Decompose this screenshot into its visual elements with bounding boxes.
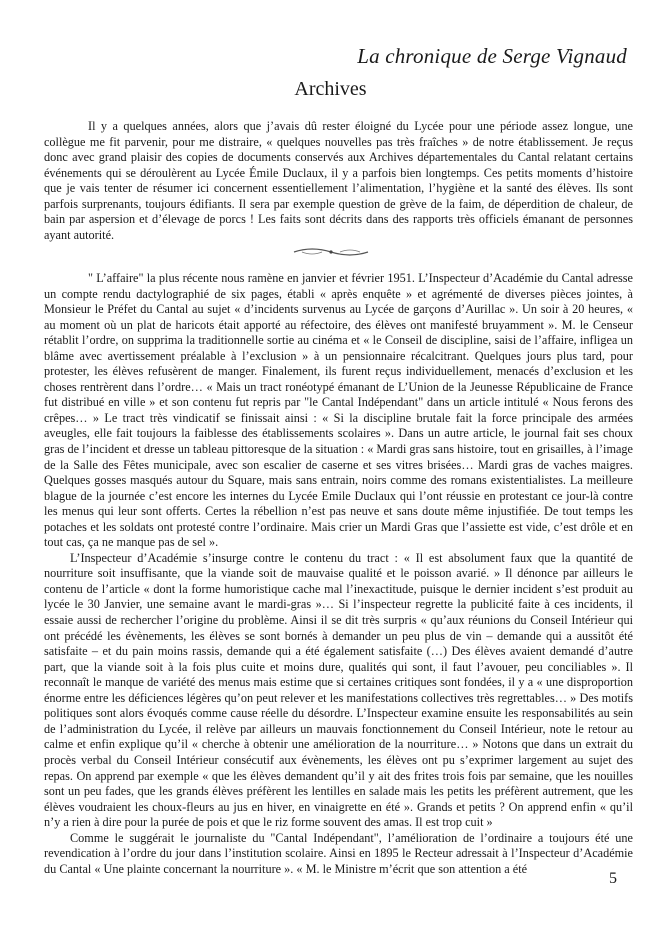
paragraph-affaire: " L’affaire" la plus récente nous ramène en janvier et février 1951. L’Inspecteur d’Académie du Cantal adresse un compte rendu dactylographié de six pages, établi « après enquête » et agrémenté de diverses pièces jointes, à Monsieur le Préfet du Cantal au sujet « d’incidents survenus au Lycée de garçons d’Aurillac ». Un soir à 20 heures, « au moment où un plat de haricots était apporté au réfectoire, des élèves ont manifesté bruyamment ». M. le Censeur rétablit l’ordre, on supprima la traditionnelle sortie au cinéma et « le Conseil de discipline, saisi de l’affaire, infligea un blâme avec avertissement préalable à l’exclusion » à un pensionnaire récalcitrant. Quelques jours plus tard, pour protester, les élèves refusèrent de manger. Finalement, ils furent reçus individuellement, menacés d’exclusion et les choses rentrèrent dans l’ordre… « Mais un tract ronéotypé émanant de L’Union de la Jeunesse Républicaine de France fut distribué en ville » et son contenu fut repris par "le Cantal Indépendant" dans un article intitulé « Nous ferons des crêpes… » Le tract très vindicatif se finissait ainsi : « Si la discipline brutale fait la force principale des armées aveugles, elle fait toujours la faiblesse des établissements scolaires ». Dans un autre article, le journal fait ses choux gras de l’incident et dresse un tableau pittoresque de la situation : « Mardi gras sans histoire, tout en grisailles, à l’image de la Salle des Fêtes municipale, avec son escalier de caserne et ses vitres brisées… Mardi gras de vaches maigres. Quelques gosses masqués autour du Square, mais sans entrain, noirs comme des romans existentialistes. La meilleure blague de la journée c’est encore les internes du Lycée Emile Duclaux qui l’ont réussie en protestant ce jour-là contre les menus qui leur sont offerts. Certes la rébellion n’est pas neuve et sans doute même injustifiée. De tout temps les potaches et les soldats ont protesté contre l’ordinaire. Mais crier un Mardi Gras que l’assiette est vide, c’est drôle et en tout cas, ça ne manque pas de sel ». xyxy=(44,271,633,550)
intro-block xyxy=(44,119,633,243)
fleuron-divider-icon xyxy=(292,245,370,259)
intro-paragraph: Il y a quelques années, alors que j’avais dû rester éloigné du Lycée pour une période assez longue, une collègue me fit parvenir, pour me distraire, « quelques nouvelles pas très fraîches » de notre établissement. Je reçus donc avec grand plaisir des copies de documents conservés aux Archives départementales du Cantal relatant certains événements qui se déroulèrent au Lycée Émile Duclaux, il y a parfois bien longtemps. Ces petits moments d’histoire que je vais tenter de résumer ici concernent essentiellement l’alimentation, l’hygiène et la santé des élèves. Ils sont parfois surprenants, toujours édifiants. Il sera par exemple question de grève de la faim, de déperdition de chaleur, de bain par aspersion et d’élevage de porcs ! Les faits sont décrits dans des rapports très officiels émanant de personnes ayant autorité. xyxy=(44,119,633,242)
page-number: 5 xyxy=(609,870,617,887)
running-head: La chronique de Serge Vignaud xyxy=(357,44,627,68)
article-title: Archives xyxy=(294,78,367,100)
paragraph-inspecteur: L’Inspecteur d’Académie s’insurge contre le contenu du tract : « Il est absolument faux que la quantité de nourriture soit insuffisante, que la viande soit de mauvaise qualité et le poisson avarié. » Il dénonce par ailleurs le contenu de l’article « dont la forme humoristique cache mal l’inexactitude, puisque le dernier incident s’est produit au lycée le 30 Janvier, une semaine avant le mardi-gras »… Si l’inspecteur regrette la publicité faite à ces incidents, il essaie aussi de rechercher l’origine du problème. Ainsi il se dit très surpris « qu’aux réunions du Conseil Intérieur qui ont précédé les évènements, les élèves se sont bornés à demander un peu plus de vin – demande qui a aussitôt été satisfaite – et du pain moins rassis, demande qui a été également satisfaite (…) Des élèves avaient demandé d’autre part, que la viande soit à la fois plus cuite et moins dure, qualités qui sont, il faut l’avouer, peu conciliables ». Il reconnaît le manque de variété des menus mais estime que si certaines critiques sont fondées, il y a « une disproportion énorme entre les déficiences légères qu’on peut relever et les manifestations collectives très regrettables… » Des motifs politiques sont alors évoqués comme cause réelle du désordre. L’Inspecteur examine ensuite les responsabilités au sein de l’administration du Lycée, il relève par ailleurs un mauvais fonctionnement du Conseil Intérieur, note le retour au calme et enfin explique qu’il « cherche à obtenir une amélioration de la nourriture… » Notons que dans un extrait du procès verbal du Conseil Intérieur consécutif aux évènements, les élèves ont pu s’exprimer largement au sujet des repas. On apprend par exemple « que les élèves demandent qu’il y ait des frites trois fois par semaine, que les nouilles sont un peu fades, que les grands élèves préfèrent les lentilles en salade mais les petits les préfèrent autrement, que les élèves voudraient les choux-fleurs au jus en hiver, en vinaigrette en été ». Grands et petits ? On apprend enfin « qu’il n’y a rien à dire pour la purée de pois et que le riz forme souvent des amas. Il est trop cuit » xyxy=(44,550,633,830)
main-text xyxy=(44,271,633,877)
paragraph-journaliste: Comme le suggérait le journaliste du "Cantal Indépendant", l’amélioration de l’ordinaire a toujours été une revendication à l’ordre du jour dans l’institution scolaire. Ainsi en 1895 le Recteur adressait à l’Inspecteur d’Académie du Cantal « Une plainte concernant la nourriture ». « M. le Ministre m’écrit que son attention a été xyxy=(44,830,633,876)
